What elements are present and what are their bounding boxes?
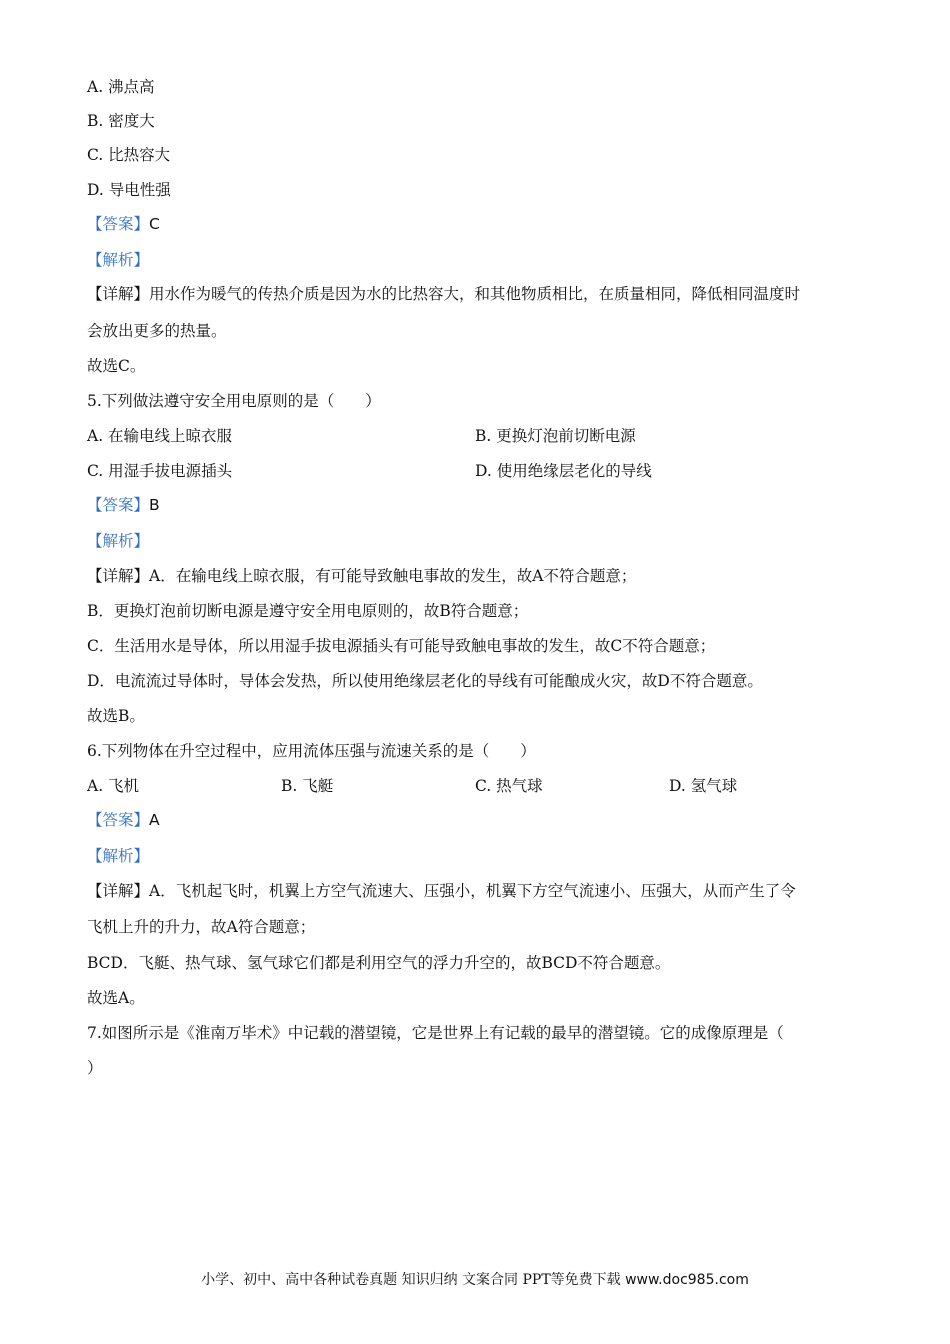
q5-option-c: C. 用湿手拔电源插头	[87, 462, 233, 480]
detail-tag: 【详解】	[87, 882, 150, 900]
q4-detail-line1	[87, 284, 800, 304]
q5-option-b: B. 更换灯泡前切断电源	[475, 427, 636, 445]
q6-analysis-tag: 【解析】	[87, 847, 150, 865]
q6-detail-line1	[87, 881, 796, 901]
answer-value: C	[149, 215, 160, 233]
page-footer	[0, 1271, 950, 1289]
q5-detail-d: D．电流流过导体时，导体会发热，所以使用绝缘层老化的导线有可能酿成火灾，故D不符合题意。	[87, 672, 763, 690]
q6-option-c: C. 热气球	[475, 777, 543, 795]
q5-options-row2	[87, 461, 867, 481]
q6-detail-line3: BCD．飞艇、热气球、氢气球它们都是利用空气的浮力升空的，故BCD不符合题意。	[87, 954, 671, 972]
q7-stem-line1: 7.如图所示是《淮南万毕术》中记载的潜望镜，它是世界上有记载的最早的潜望镜。它的成像原理是（	[87, 1024, 784, 1042]
q4-option-b: B. 密度大	[87, 112, 155, 130]
footer-url[interactable]: www.doc985.com	[625, 1272, 749, 1288]
q6-option-b: B. 飞艇	[281, 777, 334, 795]
detail-tag: 【详解】	[87, 567, 150, 585]
q5-analysis-tag: 【解析】	[87, 532, 150, 550]
q4-option-d: D. 导电性强	[87, 181, 171, 199]
q5-conclusion: 故选B。	[87, 707, 145, 725]
q6-stem: 6.下列物体在升空过程中，应用流体压强与流速关系的是（ ）	[87, 742, 536, 760]
q7-stem-line2: ）	[87, 1059, 103, 1077]
q6-options-row	[87, 776, 867, 796]
q6-answer	[87, 810, 160, 830]
q5-stem: 5.下列做法遵守安全用电原则的是（ ）	[87, 392, 381, 410]
q4-option-a: A. 沸点高	[87, 78, 155, 96]
q5-option-d: D. 使用绝缘层老化的导线	[475, 462, 652, 480]
q5-option-a: A. 在输电线上晾衣服	[87, 427, 233, 445]
footer-text: 小学、初中、高中各种试卷真题 知识归纳 文案合同 PPT等免费下载	[201, 1272, 626, 1288]
answer-tag: 【答案】	[87, 496, 150, 514]
q6-detail-line2: 飞机上升的升力，故A符合题意；	[87, 918, 316, 936]
detail-text: A．飞机起飞时，机翼上方空气流速大、压强小，机翼下方空气流速小、压强大，从而产生了令	[149, 882, 796, 900]
answer-tag: 【答案】	[87, 811, 150, 829]
answer-value: A	[149, 811, 160, 829]
q4-analysis-tag: 【解析】	[87, 251, 150, 269]
q4-conclusion: 故选C。	[87, 357, 146, 375]
q5-detail-a	[87, 566, 636, 586]
detail-text: A．在输电线上晾衣服，有可能导致触电事故的发生，故A不符合题意；	[149, 567, 637, 585]
q6-conclusion: 故选A。	[87, 989, 145, 1007]
q5-options-row1	[87, 426, 867, 446]
detail-tag: 【详解】	[87, 285, 150, 303]
answer-tag: 【答案】	[87, 215, 150, 233]
detail-text: 用水作为暖气的传热介质是因为水的比热容大，和其他物质相比，在质量相同，降低相同温度时	[149, 285, 801, 303]
q5-detail-b: B．更换灯泡前切断电源是遵守安全用电原则的，故B符合题意；	[87, 602, 529, 620]
q6-option-a: A. 飞机	[87, 777, 140, 795]
q6-option-d: D. 氢气球	[669, 777, 738, 795]
answer-value: B	[149, 496, 160, 514]
q4-option-c: C. 比热容大	[87, 146, 171, 164]
q5-answer	[87, 495, 160, 515]
q4-answer	[87, 214, 160, 234]
q5-detail-c: C．生活用水是导体，所以用湿手拔电源插头有可能导致触电事故的发生，故C不符合题意；	[87, 637, 716, 655]
q4-detail-line2: 会放出更多的热量。	[87, 322, 227, 340]
